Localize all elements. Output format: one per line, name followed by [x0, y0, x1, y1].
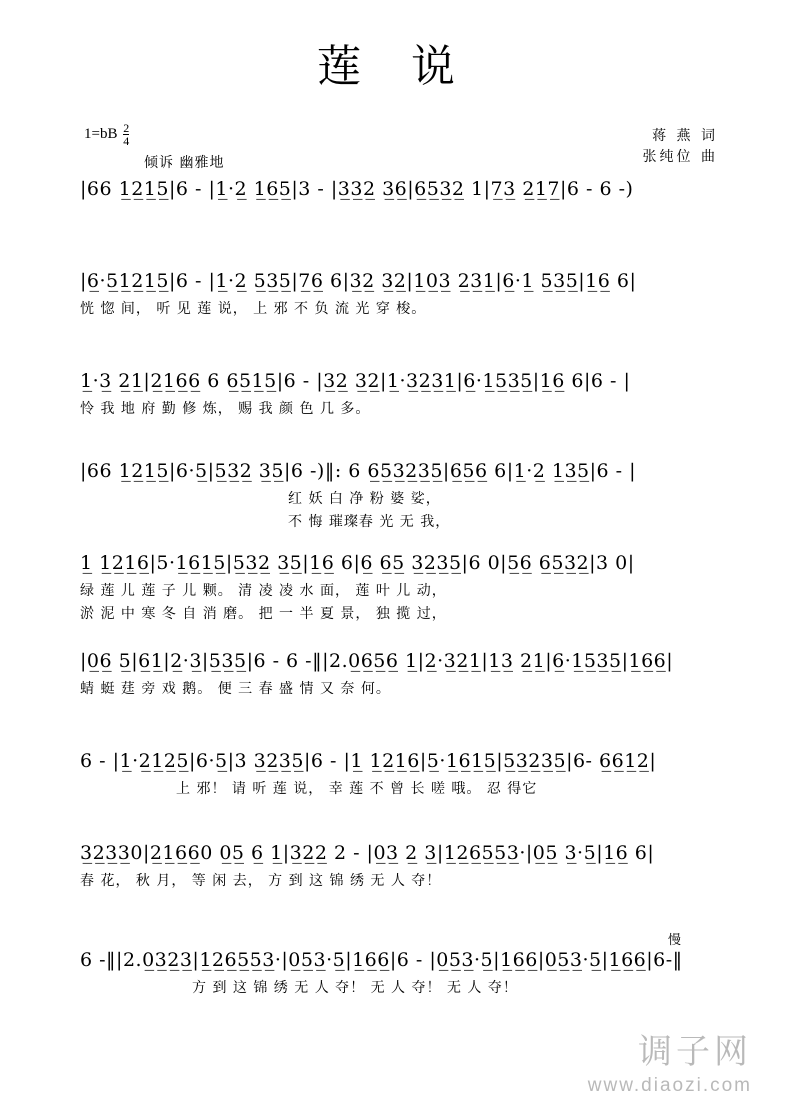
note-row: 1̲ 1̲2̲1̲6̲|5·1̲6̲1̲5̲|5̲3̲2̲ 3̲5̲|1̲6̲ 6|6̲ 6̲5̲ 3̲2̲3̲5̲|6 0|5̲6̲ 6̲5̲3̲2̲|3 0| — [80, 552, 635, 574]
note-row: |66 1̲2̲1̲5̲|6 - |1̲·2̲ 1̲6̲5̲|3 - |3̲3̲2̲ 3̲6̲|6̲5̲3̲2̲ 1|7̲3̲ 2̲1̲7̲|6 - 6 -) — [80, 178, 634, 200]
music-system-8 — [80, 840, 720, 892]
lyric-row: 红 妖 白 净 粉 婆 娑， — [288, 491, 441, 507]
key-signature — [84, 122, 129, 147]
music-system-4 — [80, 458, 720, 533]
lyric-row: 恍 惚 间， 听 见 莲 说， 上 邪 不 负 流 光 穿 梭。 — [80, 301, 427, 317]
key-value: bB — [99, 125, 118, 142]
lyricist-credit: 蒋 燕 词 — [652, 128, 718, 144]
music-system-3 — [80, 368, 720, 420]
music-system-5 — [80, 550, 720, 625]
tempo-marking: 慢 — [668, 933, 682, 948]
lyric-row: 怜 我 地 府 勤 修 炼， 赐 我 颜 色 几 多。 — [80, 401, 371, 417]
music-system-7 — [80, 748, 720, 800]
note-row: 6 -‖|2.0̲3̲2̲3̲|1̲2̲6̲5̲5̲3̲·|0̲5̲3̲·5̲|1̲6̲6̲|6 - |0̲5̲3̲·5̲|1̲6̲6̲|0̲5̲3̲·5̲|1̲6̲6̲|6-‖ — [80, 949, 683, 971]
expression-marking: 倾诉 幽雅地 — [144, 155, 225, 171]
time-numerator: 2 — [123, 121, 130, 135]
lyric-row: 上 邪！ 请 听 莲 说， 幸 莲 不 曾 长 嗟 哦。 忍 得它 — [176, 781, 538, 797]
note-row: 3̲2̲3̲3̲0|2̲1̲6̲6̲0 0̲5̲ 6̲ 1̲|3̲2̲2̲ 2 - |0̲3̲ 2̲ 3̲|1̲2̲6̲5̲5̲3̲·|0̲5̲ 3̲·5̲|1̲6̲ 6| — [80, 842, 655, 864]
lyric-row: 方 到 这 锦 绣 无 人 夺！ 无 人 夺！ 无 人 夺！ — [192, 980, 518, 996]
time-signature — [123, 122, 129, 147]
credits — [643, 126, 718, 168]
lyric-row-verse2: 不 悔 璀璨春 光 无 我， — [288, 514, 451, 530]
time-denominator: 4 — [123, 134, 130, 148]
note-row: |0̲6̲ 5̲|6̲1̲|2̲·3̲|5̲3̲5̲|6 - 6 -‖|2.0̲6̲5̲6̲ 1̲|2̲·3̲2̲1̲|1̲3̲ 2̲1̲|6̲·1̲5̲3̲5̲|1̲6̲6̲| — [80, 650, 674, 672]
lyric-row-verse2: 淤 泥 中 寒 冬 自 消 磨。 把 一 半 夏 景， 独 揽 过， — [80, 606, 447, 622]
lyric-row: 绿 莲 儿 莲 子 儿 颗。 清 凌 凌 水 面， 莲 叶 儿 动， — [80, 583, 447, 599]
music-system-6 — [80, 648, 720, 700]
note-row: |66 1̲2̲1̲5̲|6·5̲|5̲3̲2̲ 3̲5̲|6 -)‖: 6 6̲5̲3̲2̲3̲5̲|6̲5̲6̲ 6|1̲·2̲ 1̲3̲5̲|6 - | — [80, 460, 637, 482]
key-prefix: 1= — [84, 125, 100, 142]
music-system-9 — [80, 935, 720, 999]
music-system-2 — [80, 268, 720, 320]
music-system-1 — [80, 176, 720, 202]
lyric-row: 春 花， 秋 月， 等 闲 去， 方 到 这 锦 绣 无 人 夺！ — [80, 873, 442, 889]
lyric-row: 蜻 蜓 莛 旁 戏 鹅。 便 三 春 盛 情 又 奈 何。 — [80, 681, 391, 697]
note-row: |6̲·5̲1̲2̲1̲5̲|6 - |1̲·2̲ 5̲3̲5̲|7̲6̲ 6|3̲2̲ 3̲2̲|1̲0̲3̲ 2̲3̲1̲|6̲·1̲ 5̲3̲5̲|1̲6̲ 6| — [80, 270, 637, 292]
composer-credit: 张纯位 曲 — [642, 149, 718, 165]
watermark-url: www.diaozi.com — [587, 1075, 752, 1096]
watermark — [588, 1024, 752, 1097]
page-title: 莲 说 — [317, 41, 473, 92]
watermark-site-name: 调子网 — [638, 1032, 752, 1072]
note-row: 6 - |1̲·2̲1̲2̲5̲|6·5̲|3 3̲2̲3̲5̲|6 - |1̲ 1̲2̲1̲6̲|5̲·1̲6̲1̲5̲|5̲3̲2̲3̲5̲|6- 6̲6̲1̲2̲| — [80, 750, 657, 772]
note-row: 1̲·3̲ 2̲1̲|2̲1̲6̲6̲ 6 6̲5̲1̲5̲|6 - |3̲2̲ 3̲2̲|1̲·3̲2̲3̲1̲|6̲·1̲5̲3̲5̲|1̲6̲ 6|6 - | — [80, 370, 631, 392]
